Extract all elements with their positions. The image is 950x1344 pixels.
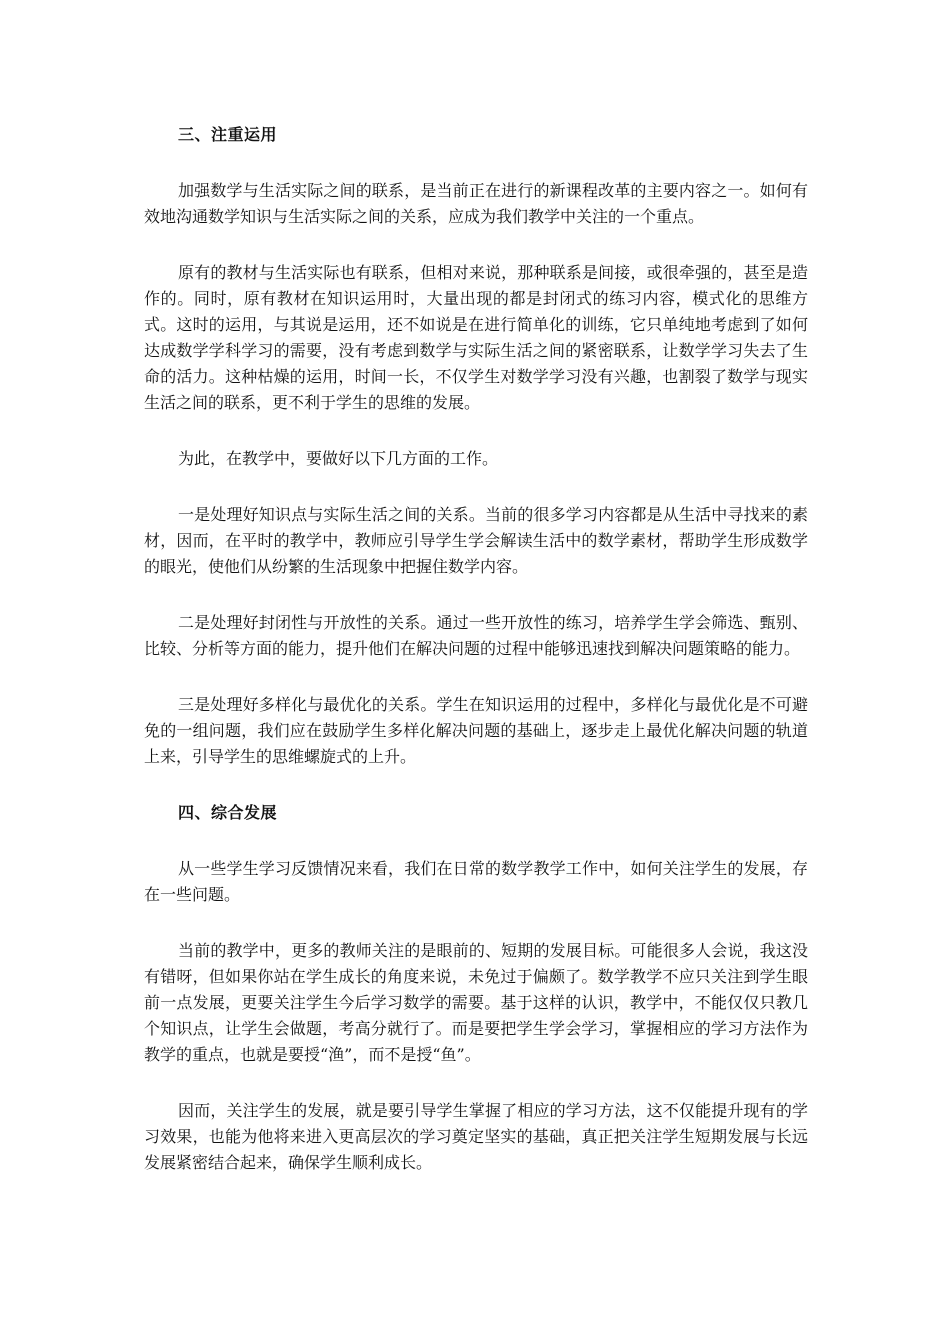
paragraph: 当前的教学中，更多的教师关注的是眼前的、短期的发展目标。可能很多人会说，我这没有错呀，但如果你站在学生成长的角度来说，未免过于偏颇了。数学教学不应只关注到学生眼前一点发展，更要关注学生今后学习数学的需要。基于这样的认识，教学中，不能仅仅只教几个知识点，让学生会做题，考高分就行了。而是要把学生学会学习，掌握相应的学习方法作为教学的重点，也就是要授“渔”，而不是授“鱼”。 — [144, 941, 808, 1064]
paragraph: 三是处理好多样化与最优化的关系。学生在知识运用的过程中，多样化与最优化是不可避免的一组问题，我们应在鼓励学生多样化解决问题的基础上，逐步走上最优化解决问题的轨道上来，引导学生的思维螺旋式的上升。 — [144, 695, 808, 766]
section-heading-3: 三、注重运用 — [178, 125, 278, 144]
paragraph: 一是处理好知识点与实际生活之间的关系。当前的很多学习内容都是从生活中寻找来的素材，因而，在平时的教学中，教师应引导学生学会解读生活中的数学素材，帮助学生形成数学的眼光，使他们从纷繁的生活现象中把握住数学内容。 — [144, 505, 808, 576]
paragraph: 二是处理好封闭性与开放性的关系。通过一些开放性的练习，培养学生学会筛选、甄别、比较、分析等方面的能力，提升他们在解决问题的过程中能够迅速找到解决问题策略的能力。 — [144, 613, 808, 658]
paragraph: 为此，在教学中，要做好以下几方面的工作。 — [178, 449, 499, 468]
paragraph: 因而，关注学生的发展，就是要引导学生掌握了相应的学习方法，这不仅能提升现有的学习效果，也能为他将来进入更高层次的学习奠定坚实的基础，真正把关注学生短期发展与长远发展紧密结合起来，确保学生顺利成长。 — [144, 1101, 808, 1172]
section-heading-4: 四、综合发展 — [178, 803, 278, 822]
paragraph: 从一些学生学习反馈情况来看，我们在日常的数学教学工作中，如何关注学生的发展，存在一些问题。 — [144, 859, 808, 904]
paragraph: 加强数学与生活实际之间的联系，是当前正在进行的新课程改革的主要内容之一。如何有效地沟通数学知识与生活实际之间的关系，应成为我们教学中关注的一个重点。 — [144, 181, 808, 226]
document-body — [144, 122, 808, 1176]
paragraph: 原有的教材与生活实际也有联系，但相对来说，那种联系是间接，或很牵强的，甚至是造作的。同时，原有教材在知识运用时，大量出现的都是封闭式的练习内容，模式化的思维方式。这时的运用，与其说是运用，还不如说是在进行简单化的训练，它只单纯地考虑到了如何达成数学学科学习的需要，没有考虑到数学与实际生活之间的紧密联系，让数学学习失去了生命的活力。这种枯燥的运用，时间一长，不仅学生对数学学习没有兴趣，也割裂了数学与现实生活之间的联系，更不利于学生的思维的发展。 — [144, 263, 808, 412]
